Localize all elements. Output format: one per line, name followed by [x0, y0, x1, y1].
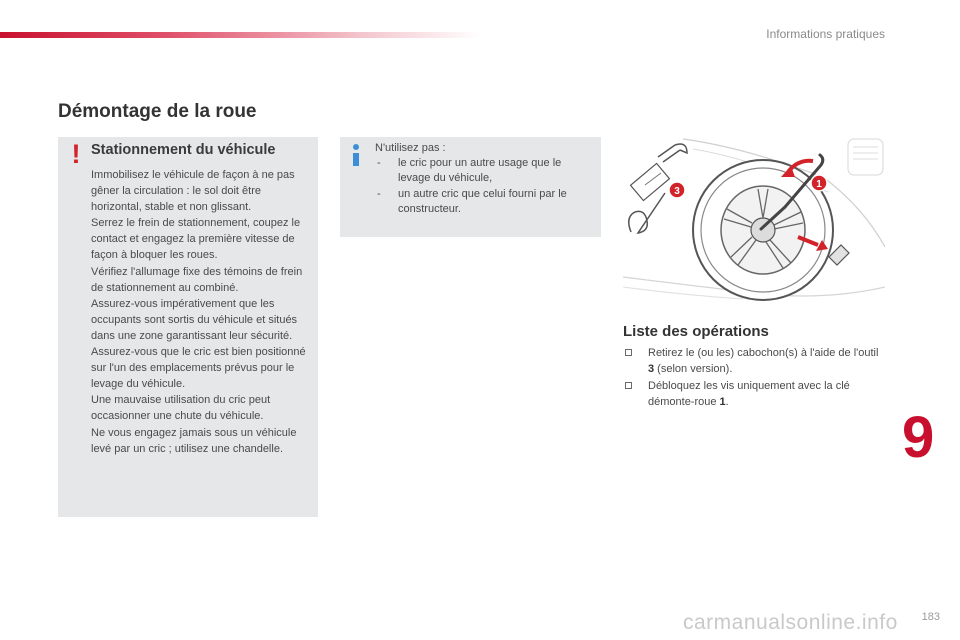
warning-icon: !: [71, 139, 81, 169]
warning-paragraph: Serrez le frein de stationnement, coupez le contact et engagez la première vitesse de façon à bloquer les roues.: [91, 217, 301, 262]
chapter-number: 9: [902, 405, 935, 470]
watermark: carmanualsonline.info: [683, 611, 898, 634]
warning-heading: Stationnement du véhicule: [91, 142, 276, 158]
callout-1-label: 1: [816, 179, 822, 190]
operation-item: Débloquez les vis uniquement avec la clé démonte-roue 1.: [623, 378, 885, 410]
page-number: 183: [921, 611, 940, 623]
warning-paragraph: Une mauvaise utilisation du cric peut occasionner une chute du véhicule.: [91, 394, 271, 423]
callout-3-label: 3: [674, 186, 680, 197]
info-list-item: - un autre cric que celui fourni par le constructeur.: [377, 188, 567, 215]
info-box: [340, 137, 601, 237]
operations-list: [623, 345, 885, 411]
operation-item: Retirez le (ou les) cabochon(s) à l'aide de l'outil 3 (selon version).: [623, 345, 885, 377]
info-icon: [350, 144, 362, 166]
warning-paragraph: Assurez-vous que le cric est bien positionné sur l'un des emplacements prévus pour le levage du véhicule.: [91, 346, 306, 391]
operations-heading: Liste des opérations: [623, 323, 769, 340]
checkbox-icon: [625, 349, 632, 356]
warning-paragraph: Ne vous engagez jamais sous un véhicule levé par un cric ; utilisez une chandelle.: [91, 426, 297, 455]
info-list-item: - le cric pour un autre usage que le levage du véhicule,: [377, 157, 562, 184]
info-intro: N'utilisez pas :: [375, 142, 446, 154]
warning-paragraph: Immobilisez le véhicule de façon à ne pas gêner la circulation : le sol doit être horizontal, stable et non glissant.: [91, 169, 295, 214]
header-accent-bar: [0, 32, 480, 38]
warning-paragraph: Vérifiez l'allumage fixe des témoins de frein de stationnement au combiné.: [91, 265, 303, 294]
warning-paragraph: Assurez-vous impérativement que les occupants sont sortis du véhicule et situés dans une zone garantissant leur sécurité.: [91, 297, 298, 342]
section-header: Informations pratiques: [766, 27, 885, 41]
warning-box: [58, 137, 318, 517]
wheel-removal-illustration: [623, 137, 885, 301]
checkbox-icon: [625, 382, 632, 389]
page-title: Démontage de la roue: [58, 101, 257, 122]
info-list: [375, 156, 595, 218]
warning-text: [91, 167, 313, 457]
